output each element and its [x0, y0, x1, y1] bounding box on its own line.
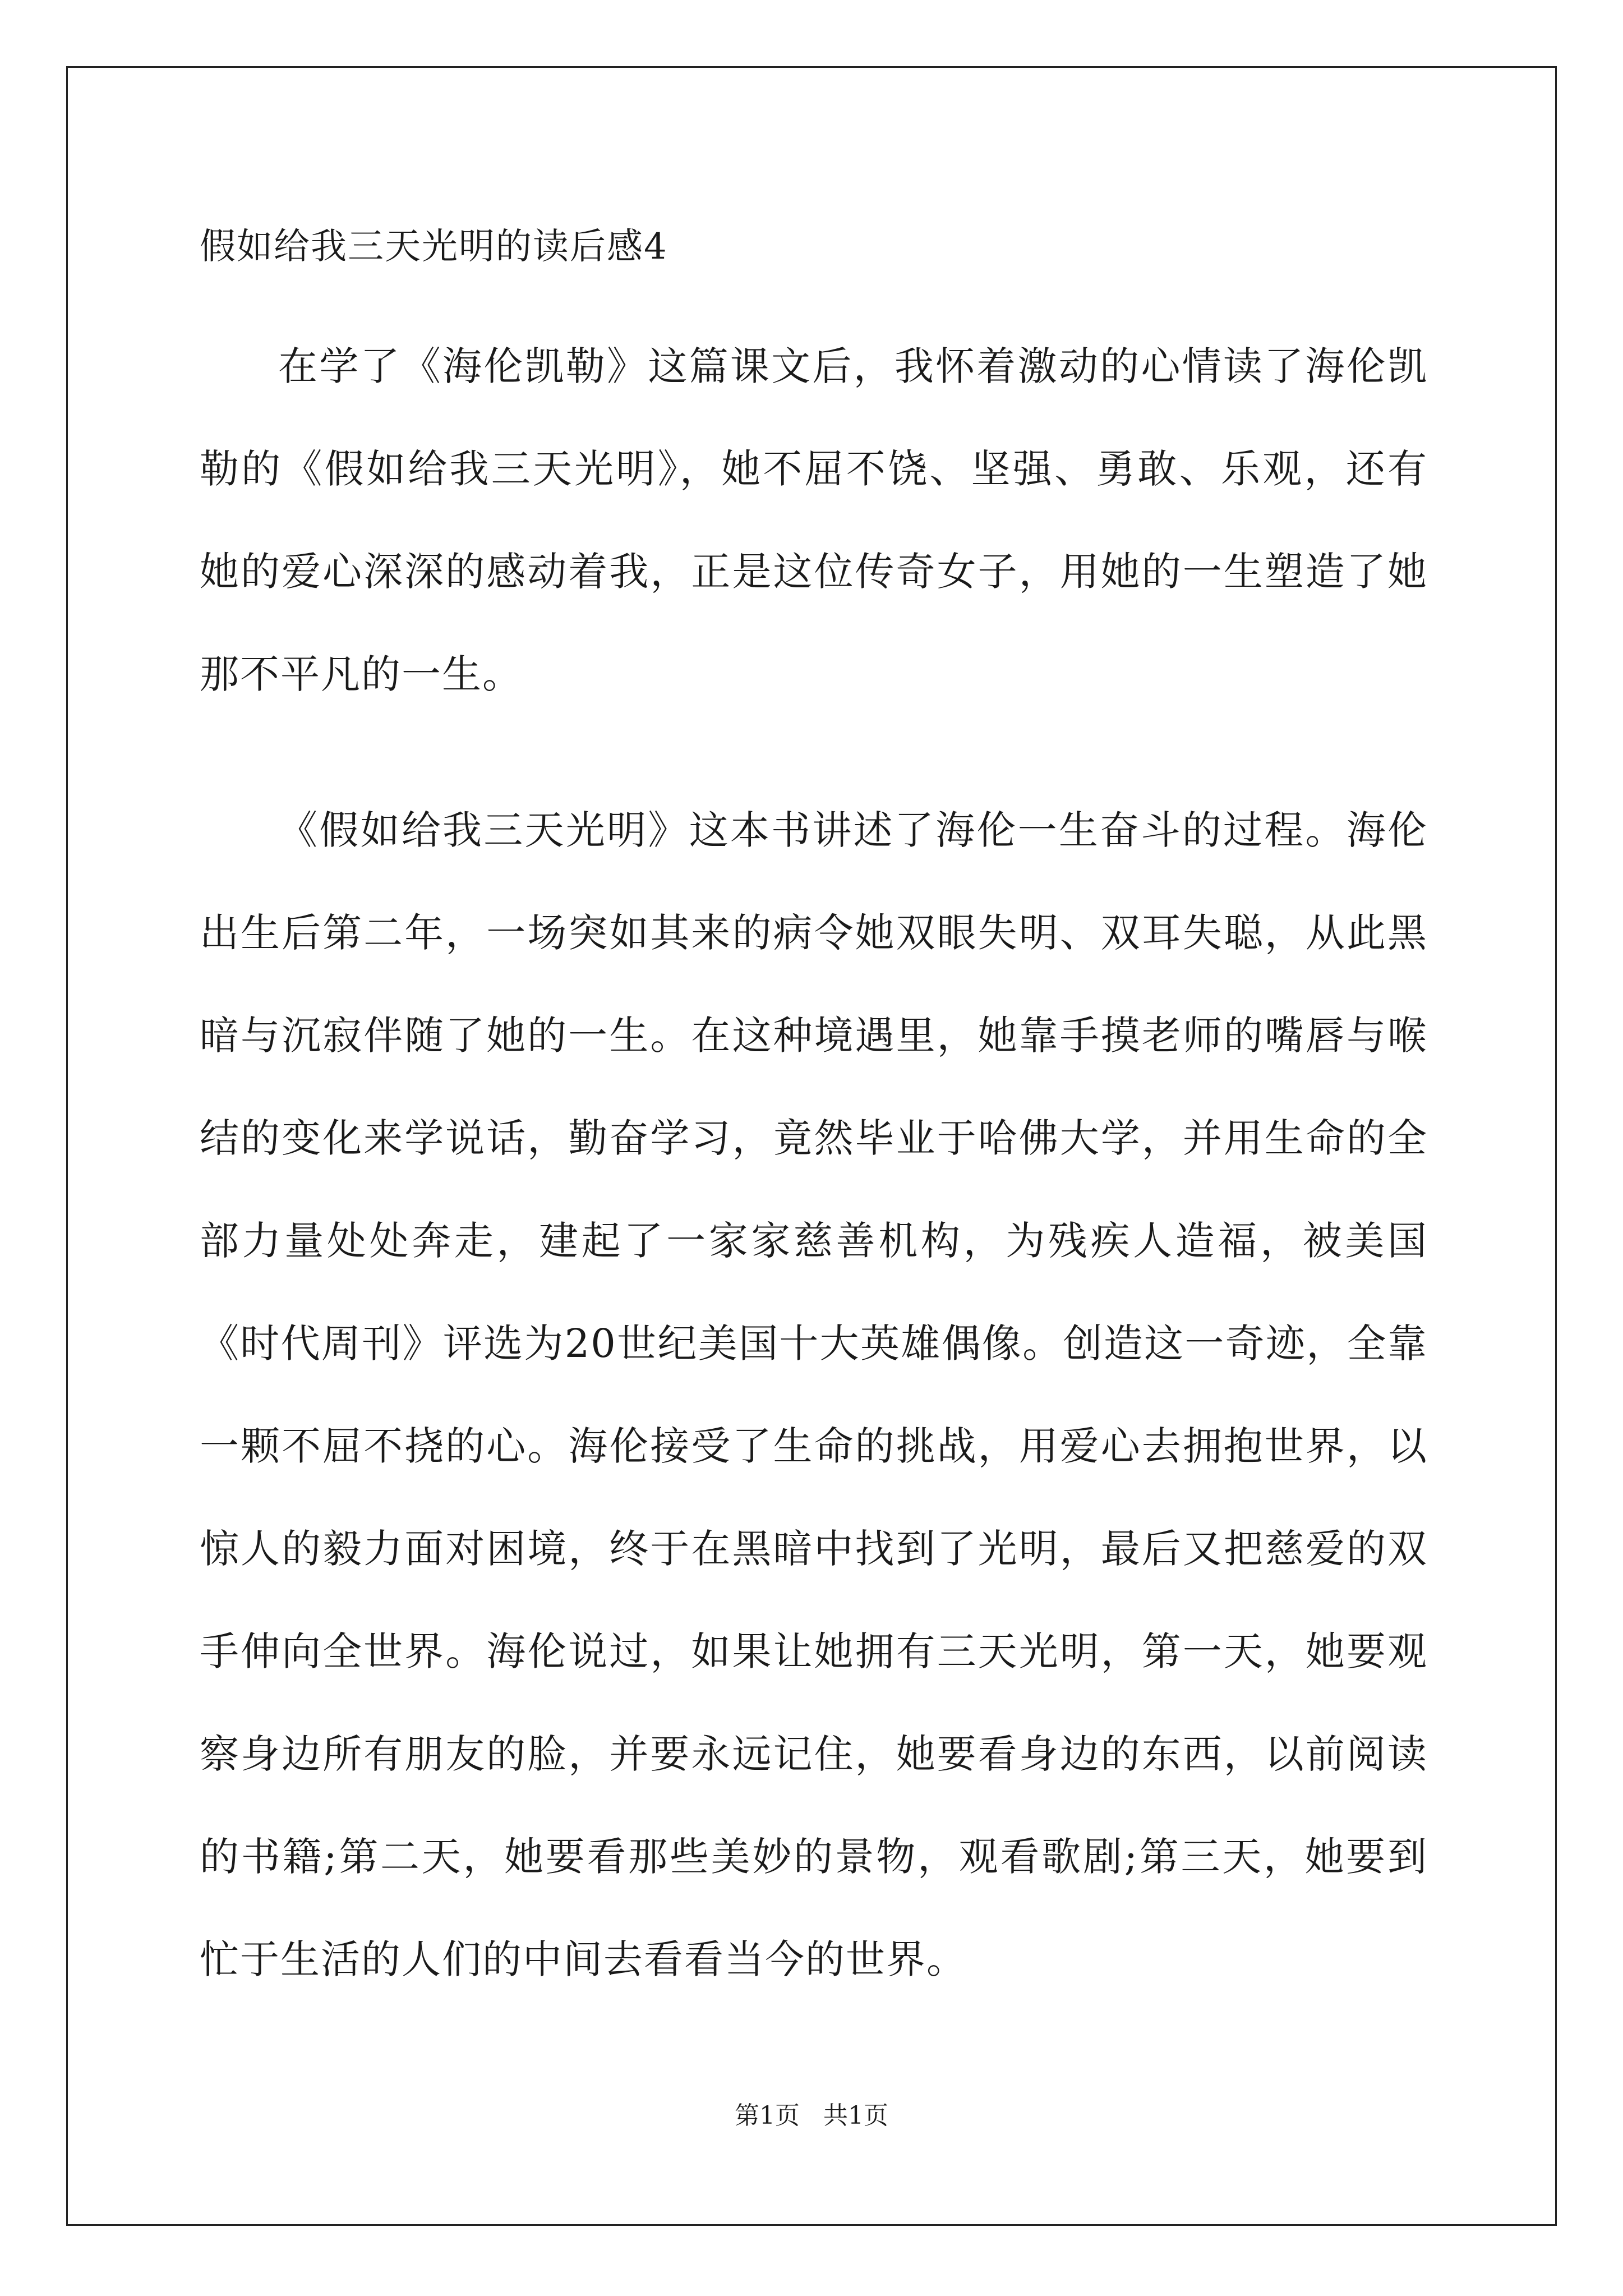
paragraph-2: 《假如给我三天光明》这本书讲述了海伦一生奋斗的过程。海伦出生后第二年，一场突如其来的病令她双眼失明、双耳失聪，从此黑暗与沉寂伴随了她的一生。在这种境遇里，她靠手摸老师的嘴唇与喉结的变化来学说话，勤奋学习，竟然毕业于哈佛大学，并用生命的全部力量处处奔走，建起了一家家慈善机构，为残疾人造福，被美国《时代周刊》评选为20世纪美国十大英雄偶像。创造这一奇迹，全靠一颗不屈不挠的心。海伦接受了生命的挑战，用爱心去拥抱世界，以惊人的毅力面对困境，终于在黑暗中找到了光明，最后又把慈爱的双手伸向全世界。海伦说过，如果让她拥有三天光明，第一天，她要观察身边所有朋友的脸，并要永远记住，她要看身边的东西，以前阅读的书籍;第二天，她要看那些美妙的景物，观看歌剧;第三天，她要到忙于生活的人们的中间去看看当今的世界。	[200, 807, 1428, 1982]
document-title: 假如给我三天光明的读后感4	[200, 226, 668, 268]
paragraph-1: 在学了《海伦凯勒》这篇课文后，我怀着激动的心情读了海伦凯勒的《假如给我三天光明》，她不屈不饶、坚强、勇敢、乐观，还有她的爱心深深的感动着我，正是这位传奇女子，用她的一生塑造了她那不平凡的一生。	[200, 343, 1428, 697]
page-number-footer: 第1页 共1页	[735, 2101, 888, 2130]
document-body	[200, 222, 1428, 2011]
